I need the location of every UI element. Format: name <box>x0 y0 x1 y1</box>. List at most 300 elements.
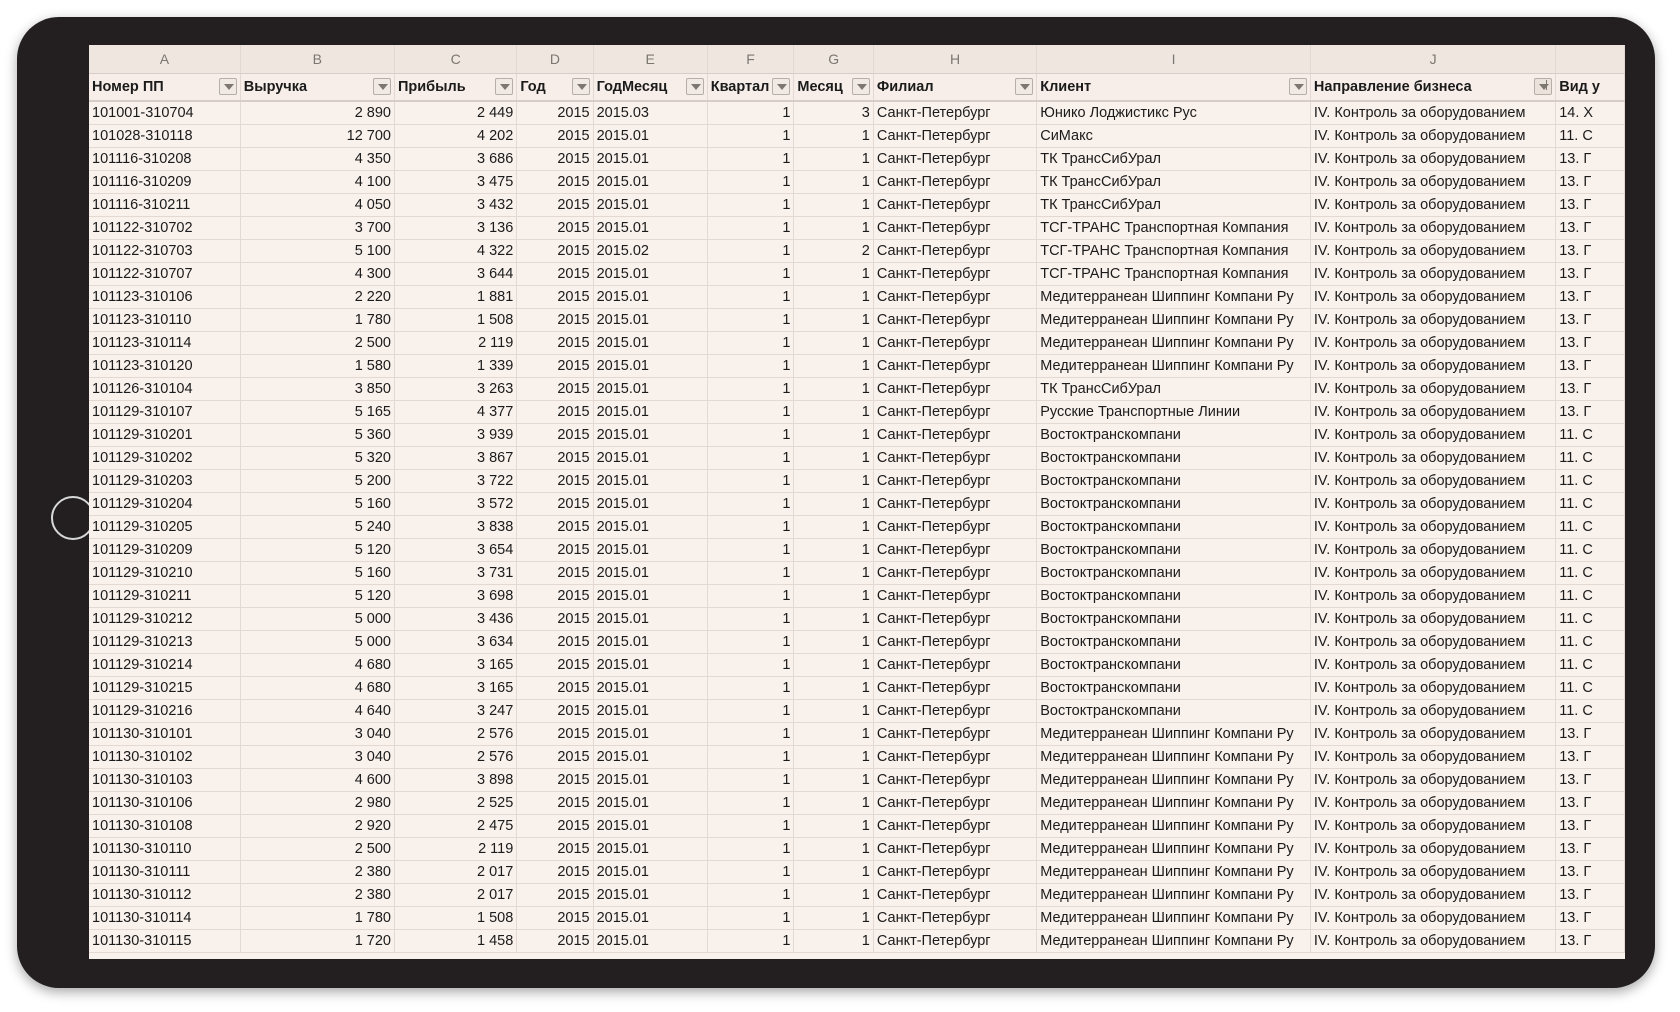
cell-m[interactable]: 1 <box>794 401 873 424</box>
cell-kind[interactable]: 13. Г <box>1556 815 1625 838</box>
cell-direction[interactable]: IV. Контроль за оборудованием <box>1310 332 1555 355</box>
cell-kind[interactable]: 13. Г <box>1556 148 1625 171</box>
cell-profit[interactable]: 2 119 <box>394 332 516 355</box>
cell-m[interactable]: 1 <box>794 723 873 746</box>
cell-id[interactable]: 101130-310108 <box>89 815 240 838</box>
cell-profit[interactable]: 3 731 <box>394 562 516 585</box>
cell-year[interactable]: 2015 <box>517 240 593 263</box>
filter-dropdown-icon[interactable] <box>686 78 704 95</box>
cell-direction[interactable]: IV. Контроль за оборудованием <box>1310 700 1555 723</box>
cell-ym[interactable]: 2015.01 <box>593 401 707 424</box>
cell-direction[interactable]: IV. Контроль за оборудованием <box>1310 907 1555 930</box>
cell-direction[interactable]: IV. Контроль за оборудованием <box>1310 401 1555 424</box>
cell-client[interactable]: Востоктранскомпани <box>1037 447 1311 470</box>
column-letter[interactable]: I <box>1037 45 1311 74</box>
cell-kind[interactable]: 11. С <box>1556 654 1625 677</box>
cell-revenue[interactable]: 3 040 <box>240 746 394 769</box>
cell-client[interactable]: ТСГ-ТРАНС Транспортная Компания <box>1037 217 1311 240</box>
cell-id[interactable]: 101129-310204 <box>89 493 240 516</box>
column-letter[interactable]: G <box>794 45 873 74</box>
cell-profit[interactable]: 3 644 <box>394 263 516 286</box>
cell-m[interactable]: 1 <box>794 194 873 217</box>
cell-revenue[interactable]: 2 220 <box>240 286 394 309</box>
cell-m[interactable]: 1 <box>794 677 873 700</box>
cell-kind[interactable]: 13. Г <box>1556 769 1625 792</box>
cell-branch[interactable]: Санкт-Петербург <box>873 907 1036 930</box>
cell-m[interactable]: 1 <box>794 608 873 631</box>
cell-m[interactable]: 1 <box>794 654 873 677</box>
cell-direction[interactable]: IV. Контроль за оборудованием <box>1310 562 1555 585</box>
cell-profit[interactable]: 3 867 <box>394 447 516 470</box>
cell-year[interactable]: 2015 <box>517 493 593 516</box>
filter-dropdown-icon[interactable] <box>1289 78 1307 95</box>
cell-branch[interactable]: Санкт-Петербург <box>873 539 1036 562</box>
filter-dropdown-icon[interactable] <box>852 78 870 95</box>
cell-id[interactable]: 101129-310210 <box>89 562 240 585</box>
cell-id[interactable]: 101129-310213 <box>89 631 240 654</box>
cell-id[interactable]: 101122-310707 <box>89 263 240 286</box>
cell-direction[interactable]: IV. Контроль за оборудованием <box>1310 424 1555 447</box>
cell-year[interactable]: 2015 <box>517 101 593 125</box>
cell-ym[interactable]: 2015.01 <box>593 930 707 953</box>
cell-revenue[interactable]: 4 600 <box>240 769 394 792</box>
cell-profit[interactable]: 3 136 <box>394 217 516 240</box>
cell-kind[interactable]: 14. Х <box>1556 101 1625 125</box>
cell-profit[interactable]: 3 432 <box>394 194 516 217</box>
filter-dropdown-icon[interactable] <box>219 78 237 95</box>
cell-year[interactable]: 2015 <box>517 930 593 953</box>
cell-revenue[interactable]: 2 980 <box>240 792 394 815</box>
cell-ym[interactable]: 2015.03 <box>593 101 707 125</box>
cell-year[interactable]: 2015 <box>517 562 593 585</box>
cell-direction[interactable]: IV. Контроль за оборудованием <box>1310 585 1555 608</box>
cell-revenue[interactable]: 5 000 <box>240 631 394 654</box>
cell-profit[interactable]: 3 634 <box>394 631 516 654</box>
cell-kind[interactable]: 11. С <box>1556 631 1625 654</box>
cell-id[interactable]: 101130-310111 <box>89 861 240 884</box>
cell-direction[interactable]: IV. Контроль за оборудованием <box>1310 447 1555 470</box>
cell-branch[interactable]: Санкт-Петербург <box>873 700 1036 723</box>
cell-id[interactable]: 101130-310106 <box>89 792 240 815</box>
cell-year[interactable]: 2015 <box>517 585 593 608</box>
cell-year[interactable]: 2015 <box>517 309 593 332</box>
cell-m[interactable]: 1 <box>794 470 873 493</box>
column-letter[interactable]: E <box>593 45 707 74</box>
cell-id[interactable]: 101129-310216 <box>89 700 240 723</box>
cell-revenue[interactable]: 5 120 <box>240 539 394 562</box>
cell-profit[interactable]: 3 939 <box>394 424 516 447</box>
cell-kind[interactable]: 11. С <box>1556 562 1625 585</box>
cell-client[interactable]: Востоктранскомпани <box>1037 677 1311 700</box>
cell-revenue[interactable]: 2 500 <box>240 332 394 355</box>
cell-q[interactable]: 1 <box>707 309 794 332</box>
cell-q[interactable]: 1 <box>707 493 794 516</box>
cell-branch[interactable]: Санкт-Петербург <box>873 838 1036 861</box>
cell-q[interactable]: 1 <box>707 286 794 309</box>
cell-kind[interactable]: 11. С <box>1556 447 1625 470</box>
cell-direction[interactable]: IV. Контроль за оборудованием <box>1310 493 1555 516</box>
cell-revenue[interactable]: 1 780 <box>240 907 394 930</box>
cell-q[interactable]: 1 <box>707 723 794 746</box>
cell-client[interactable]: Востоктранскомпани <box>1037 585 1311 608</box>
column-letter[interactable]: A <box>89 45 240 74</box>
cell-revenue[interactable]: 2 920 <box>240 815 394 838</box>
cell-branch[interactable]: Санкт-Петербург <box>873 631 1036 654</box>
cell-revenue[interactable]: 5 120 <box>240 585 394 608</box>
cell-year[interactable]: 2015 <box>517 815 593 838</box>
cell-direction[interactable]: IV. Контроль за оборудованием <box>1310 286 1555 309</box>
cell-branch[interactable]: Санкт-Петербург <box>873 194 1036 217</box>
cell-id[interactable]: 101129-310107 <box>89 401 240 424</box>
cell-q[interactable]: 1 <box>707 240 794 263</box>
cell-branch[interactable]: Санкт-Петербург <box>873 309 1036 332</box>
cell-branch[interactable]: Санкт-Петербург <box>873 125 1036 148</box>
cell-direction[interactable]: IV. Контроль за оборудованием <box>1310 309 1555 332</box>
cell-profit[interactable]: 2 525 <box>394 792 516 815</box>
cell-profit[interactable]: 2 576 <box>394 723 516 746</box>
cell-profit[interactable]: 4 322 <box>394 240 516 263</box>
cell-revenue[interactable]: 4 640 <box>240 700 394 723</box>
cell-id[interactable]: 101126-310104 <box>89 378 240 401</box>
cell-branch[interactable]: Санкт-Петербург <box>873 401 1036 424</box>
cell-m[interactable]: 1 <box>794 148 873 171</box>
cell-ym[interactable]: 2015.01 <box>593 562 707 585</box>
cell-direction[interactable]: IV. Контроль за оборудованием <box>1310 861 1555 884</box>
cell-ym[interactable]: 2015.01 <box>593 884 707 907</box>
cell-revenue[interactable]: 5 360 <box>240 424 394 447</box>
cell-year[interactable]: 2015 <box>517 907 593 930</box>
cell-ym[interactable]: 2015.01 <box>593 907 707 930</box>
cell-branch[interactable]: Санкт-Петербург <box>873 332 1036 355</box>
cell-profit[interactable]: 3 165 <box>394 677 516 700</box>
cell-profit[interactable]: 1 508 <box>394 309 516 332</box>
cell-q[interactable]: 1 <box>707 631 794 654</box>
cell-ym[interactable]: 2015.01 <box>593 148 707 171</box>
cell-m[interactable]: 1 <box>794 516 873 539</box>
cell-ym[interactable]: 2015.01 <box>593 631 707 654</box>
cell-ym[interactable]: 2015.01 <box>593 769 707 792</box>
cell-m[interactable]: 1 <box>794 562 873 585</box>
cell-q[interactable]: 1 <box>707 355 794 378</box>
cell-branch[interactable]: Санкт-Петербург <box>873 470 1036 493</box>
cell-branch[interactable]: Санкт-Петербург <box>873 861 1036 884</box>
cell-kind[interactable]: 11. С <box>1556 585 1625 608</box>
cell-year[interactable]: 2015 <box>517 792 593 815</box>
cell-m[interactable]: 2 <box>794 240 873 263</box>
cell-profit[interactable]: 4 377 <box>394 401 516 424</box>
cell-branch[interactable]: Санкт-Петербург <box>873 562 1036 585</box>
cell-client[interactable]: Медитерранеан Шиппинг Компани Ру <box>1037 930 1311 953</box>
cell-kind[interactable]: 13. Г <box>1556 401 1625 424</box>
cell-kind[interactable]: 13. Г <box>1556 930 1625 953</box>
cell-kind[interactable]: 11. С <box>1556 539 1625 562</box>
cell-revenue[interactable]: 5 100 <box>240 240 394 263</box>
cell-profit[interactable]: 2 475 <box>394 815 516 838</box>
cell-client[interactable]: Русские Транспортные Линии <box>1037 401 1311 424</box>
cell-ym[interactable]: 2015.01 <box>593 815 707 838</box>
cell-kind[interactable]: 13. Г <box>1556 746 1625 769</box>
column-letter[interactable]: C <box>394 45 516 74</box>
cell-ym[interactable]: 2015.01 <box>593 585 707 608</box>
cell-profit[interactable]: 3 698 <box>394 585 516 608</box>
cell-ym[interactable]: 2015.01 <box>593 516 707 539</box>
cell-kind[interactable]: 13. Г <box>1556 263 1625 286</box>
cell-year[interactable]: 2015 <box>517 447 593 470</box>
cell-kind[interactable]: 11. С <box>1556 470 1625 493</box>
cell-kind[interactable]: 13. Г <box>1556 332 1625 355</box>
cell-year[interactable]: 2015 <box>517 516 593 539</box>
cell-direction[interactable]: IV. Контроль за оборудованием <box>1310 470 1555 493</box>
cell-m[interactable]: 1 <box>794 171 873 194</box>
cell-direction[interactable]: IV. Контроль за оборудованием <box>1310 884 1555 907</box>
cell-year[interactable]: 2015 <box>517 700 593 723</box>
cell-q[interactable]: 1 <box>707 562 794 585</box>
cell-m[interactable]: 1 <box>794 838 873 861</box>
cell-id[interactable]: 101116-310211 <box>89 194 240 217</box>
cell-profit[interactable]: 2 017 <box>394 884 516 907</box>
cell-ym[interactable]: 2015.01 <box>593 309 707 332</box>
cell-year[interactable]: 2015 <box>517 148 593 171</box>
cell-direction[interactable]: IV. Контроль за оборудованием <box>1310 194 1555 217</box>
cell-id[interactable]: 101123-310114 <box>89 332 240 355</box>
cell-ym[interactable]: 2015.02 <box>593 240 707 263</box>
cell-ym[interactable]: 2015.01 <box>593 723 707 746</box>
cell-profit[interactable]: 3 898 <box>394 769 516 792</box>
cell-ym[interactable]: 2015.01 <box>593 677 707 700</box>
cell-revenue[interactable]: 5 240 <box>240 516 394 539</box>
cell-q[interactable]: 1 <box>707 539 794 562</box>
cell-year[interactable]: 2015 <box>517 424 593 447</box>
cell-revenue[interactable]: 12 700 <box>240 125 394 148</box>
cell-kind[interactable]: 11. С <box>1556 677 1625 700</box>
cell-q[interactable]: 1 <box>707 815 794 838</box>
cell-m[interactable]: 1 <box>794 493 873 516</box>
cell-year[interactable]: 2015 <box>517 470 593 493</box>
cell-year[interactable]: 2015 <box>517 838 593 861</box>
column-letter[interactable] <box>1556 45 1625 74</box>
cell-profit[interactable]: 3 686 <box>394 148 516 171</box>
cell-q[interactable]: 1 <box>707 746 794 769</box>
cell-ym[interactable]: 2015.01 <box>593 493 707 516</box>
cell-revenue[interactable]: 5 000 <box>240 608 394 631</box>
cell-revenue[interactable]: 1 720 <box>240 930 394 953</box>
cell-revenue[interactable]: 1 780 <box>240 309 394 332</box>
cell-direction[interactable]: IV. Контроль за оборудованием <box>1310 378 1555 401</box>
cell-direction[interactable]: IV. Контроль за оборудованием <box>1310 608 1555 631</box>
cell-branch[interactable]: Санкт-Петербург <box>873 746 1036 769</box>
cell-revenue[interactable]: 5 165 <box>240 401 394 424</box>
column-letter[interactable]: D <box>517 45 593 74</box>
cell-profit[interactable]: 3 475 <box>394 171 516 194</box>
cell-revenue[interactable]: 4 350 <box>240 148 394 171</box>
cell-q[interactable]: 1 <box>707 907 794 930</box>
filter-active-icon[interactable] <box>1534 78 1552 95</box>
cell-id[interactable]: 101122-310702 <box>89 217 240 240</box>
cell-kind[interactable]: 13. Г <box>1556 240 1625 263</box>
cell-kind[interactable]: 13. Г <box>1556 838 1625 861</box>
cell-kind[interactable]: 13. Г <box>1556 884 1625 907</box>
cell-q[interactable]: 1 <box>707 470 794 493</box>
cell-kind[interactable]: 13. Г <box>1556 723 1625 746</box>
cell-year[interactable]: 2015 <box>517 677 593 700</box>
cell-client[interactable]: Медитерранеан Шиппинг Компани Ру <box>1037 746 1311 769</box>
cell-year[interactable]: 2015 <box>517 217 593 240</box>
cell-client[interactable]: Медитерранеан Шиппинг Компани Ру <box>1037 792 1311 815</box>
cell-kind[interactable]: 13. Г <box>1556 194 1625 217</box>
cell-direction[interactable]: IV. Контроль за оборудованием <box>1310 654 1555 677</box>
cell-q[interactable]: 1 <box>707 401 794 424</box>
cell-client[interactable]: Востоктранскомпани <box>1037 631 1311 654</box>
cell-ym[interactable]: 2015.01 <box>593 447 707 470</box>
cell-direction[interactable]: IV. Контроль за оборудованием <box>1310 539 1555 562</box>
filter-dropdown-icon[interactable] <box>373 78 391 95</box>
cell-m[interactable]: 1 <box>794 332 873 355</box>
cell-profit[interactable]: 4 202 <box>394 125 516 148</box>
cell-year[interactable]: 2015 <box>517 171 593 194</box>
cell-revenue[interactable]: 2 380 <box>240 884 394 907</box>
cell-revenue[interactable]: 4 680 <box>240 677 394 700</box>
cell-revenue[interactable]: 4 680 <box>240 654 394 677</box>
cell-q[interactable]: 1 <box>707 838 794 861</box>
cell-year[interactable]: 2015 <box>517 769 593 792</box>
cell-year[interactable]: 2015 <box>517 194 593 217</box>
cell-id[interactable]: 101123-310110 <box>89 309 240 332</box>
cell-ym[interactable]: 2015.01 <box>593 286 707 309</box>
cell-branch[interactable]: Санкт-Петербург <box>873 148 1036 171</box>
cell-year[interactable]: 2015 <box>517 746 593 769</box>
cell-client[interactable]: Медитерранеан Шиппинг Компани Ру <box>1037 815 1311 838</box>
cell-client[interactable]: ТСГ-ТРАНС Транспортная Компания <box>1037 240 1311 263</box>
cell-year[interactable]: 2015 <box>517 723 593 746</box>
cell-ym[interactable]: 2015.01 <box>593 539 707 562</box>
cell-direction[interactable]: IV. Контроль за оборудованием <box>1310 263 1555 286</box>
cell-client[interactable]: ТК ТрансСибУрал <box>1037 378 1311 401</box>
cell-direction[interactable]: IV. Контроль за оборудованием <box>1310 930 1555 953</box>
cell-m[interactable]: 1 <box>794 815 873 838</box>
cell-kind[interactable]: 11. С <box>1556 125 1625 148</box>
column-letter[interactable]: F <box>707 45 794 74</box>
filter-dropdown-icon[interactable] <box>572 78 590 95</box>
cell-kind[interactable]: 11. С <box>1556 424 1625 447</box>
cell-direction[interactable]: IV. Контроль за оборудованием <box>1310 101 1555 125</box>
cell-client[interactable]: Востоктранскомпани <box>1037 470 1311 493</box>
cell-year[interactable]: 2015 <box>517 539 593 562</box>
cell-q[interactable]: 1 <box>707 516 794 539</box>
cell-id[interactable]: 101122-310703 <box>89 240 240 263</box>
cell-client[interactable]: Медитерранеан Шиппинг Компани Ру <box>1037 723 1311 746</box>
cell-client[interactable]: Медитерранеан Шиппинг Компани Ру <box>1037 769 1311 792</box>
cell-revenue[interactable]: 2 890 <box>240 101 394 125</box>
cell-year[interactable]: 2015 <box>517 608 593 631</box>
cell-revenue[interactable]: 1 580 <box>240 355 394 378</box>
cell-client[interactable]: Востоктранскомпани <box>1037 562 1311 585</box>
cell-id[interactable]: 101130-310114 <box>89 907 240 930</box>
column-letter[interactable]: J <box>1310 45 1555 74</box>
cell-revenue[interactable]: 5 200 <box>240 470 394 493</box>
cell-ym[interactable]: 2015.01 <box>593 378 707 401</box>
cell-year[interactable]: 2015 <box>517 378 593 401</box>
cell-q[interactable]: 1 <box>707 148 794 171</box>
cell-m[interactable]: 1 <box>794 861 873 884</box>
cell-revenue[interactable]: 2 380 <box>240 861 394 884</box>
cell-kind[interactable]: 13. Г <box>1556 309 1625 332</box>
cell-ym[interactable]: 2015.01 <box>593 654 707 677</box>
cell-direction[interactable]: IV. Контроль за оборудованием <box>1310 240 1555 263</box>
cell-q[interactable]: 1 <box>707 654 794 677</box>
cell-branch[interactable]: Санкт-Петербург <box>873 424 1036 447</box>
cell-q[interactable]: 1 <box>707 677 794 700</box>
cell-m[interactable]: 1 <box>794 263 873 286</box>
cell-branch[interactable]: Санкт-Петербург <box>873 240 1036 263</box>
cell-client[interactable]: Медитерранеан Шиппинг Компани Ру <box>1037 838 1311 861</box>
cell-ym[interactable]: 2015.01 <box>593 263 707 286</box>
cell-q[interactable]: 1 <box>707 930 794 953</box>
cell-direction[interactable]: IV. Контроль за оборудованием <box>1310 792 1555 815</box>
cell-ym[interactable]: 2015.01 <box>593 424 707 447</box>
cell-kind[interactable]: 13. Г <box>1556 355 1625 378</box>
cell-kind[interactable]: 13. Г <box>1556 861 1625 884</box>
cell-profit[interactable]: 3 838 <box>394 516 516 539</box>
cell-client[interactable]: Медитерранеан Шиппинг Компани Ру <box>1037 309 1311 332</box>
cell-branch[interactable]: Санкт-Петербург <box>873 654 1036 677</box>
cell-year[interactable]: 2015 <box>517 125 593 148</box>
cell-id[interactable]: 101129-310214 <box>89 654 240 677</box>
cell-ym[interactable]: 2015.01 <box>593 608 707 631</box>
cell-direction[interactable]: IV. Контроль за оборудованием <box>1310 677 1555 700</box>
cell-id[interactable]: 101123-310106 <box>89 286 240 309</box>
cell-id[interactable]: 101130-310103 <box>89 769 240 792</box>
cell-id[interactable]: 101116-310208 <box>89 148 240 171</box>
cell-q[interactable]: 1 <box>707 884 794 907</box>
cell-id[interactable]: 101130-310112 <box>89 884 240 907</box>
cell-kind[interactable]: 13. Г <box>1556 217 1625 240</box>
cell-branch[interactable]: Санкт-Петербург <box>873 516 1036 539</box>
cell-direction[interactable]: IV. Контроль за оборудованием <box>1310 217 1555 240</box>
cell-direction[interactable]: IV. Контроль за оборудованием <box>1310 516 1555 539</box>
cell-client[interactable]: Медитерранеан Шиппинг Компани Ру <box>1037 286 1311 309</box>
cell-branch[interactable]: Санкт-Петербург <box>873 792 1036 815</box>
cell-revenue[interactable]: 3 040 <box>240 723 394 746</box>
cell-id[interactable]: 101129-310209 <box>89 539 240 562</box>
cell-m[interactable]: 1 <box>794 884 873 907</box>
cell-q[interactable]: 1 <box>707 861 794 884</box>
cell-m[interactable]: 1 <box>794 217 873 240</box>
cell-client[interactable]: Востоктранскомпани <box>1037 654 1311 677</box>
cell-q[interactable]: 1 <box>707 700 794 723</box>
cell-profit[interactable]: 3 722 <box>394 470 516 493</box>
cell-m[interactable]: 1 <box>794 378 873 401</box>
cell-m[interactable]: 1 <box>794 792 873 815</box>
cell-branch[interactable]: Санкт-Петербург <box>873 447 1036 470</box>
cell-client[interactable]: Востоктранскомпани <box>1037 516 1311 539</box>
cell-m[interactable]: 1 <box>794 907 873 930</box>
cell-client[interactable]: Медитерранеан Шиппинг Компани Ру <box>1037 907 1311 930</box>
cell-ym[interactable]: 2015.01 <box>593 746 707 769</box>
cell-revenue[interactable]: 4 300 <box>240 263 394 286</box>
cell-revenue[interactable]: 3 850 <box>240 378 394 401</box>
cell-ym[interactable]: 2015.01 <box>593 125 707 148</box>
cell-direction[interactable]: IV. Контроль за оборудованием <box>1310 815 1555 838</box>
cell-kind[interactable]: 13. Г <box>1556 171 1625 194</box>
cell-branch[interactable]: Санкт-Петербург <box>873 677 1036 700</box>
cell-profit[interactable]: 3 247 <box>394 700 516 723</box>
cell-client[interactable]: Медитерранеан Шиппинг Компани Ру <box>1037 861 1311 884</box>
cell-m[interactable]: 1 <box>794 355 873 378</box>
cell-client[interactable]: Медитерранеан Шиппинг Компани Ру <box>1037 884 1311 907</box>
filter-dropdown-icon[interactable] <box>495 78 513 95</box>
cell-client[interactable]: СиМакс <box>1037 125 1311 148</box>
cell-client[interactable]: Востоктранскомпани <box>1037 493 1311 516</box>
